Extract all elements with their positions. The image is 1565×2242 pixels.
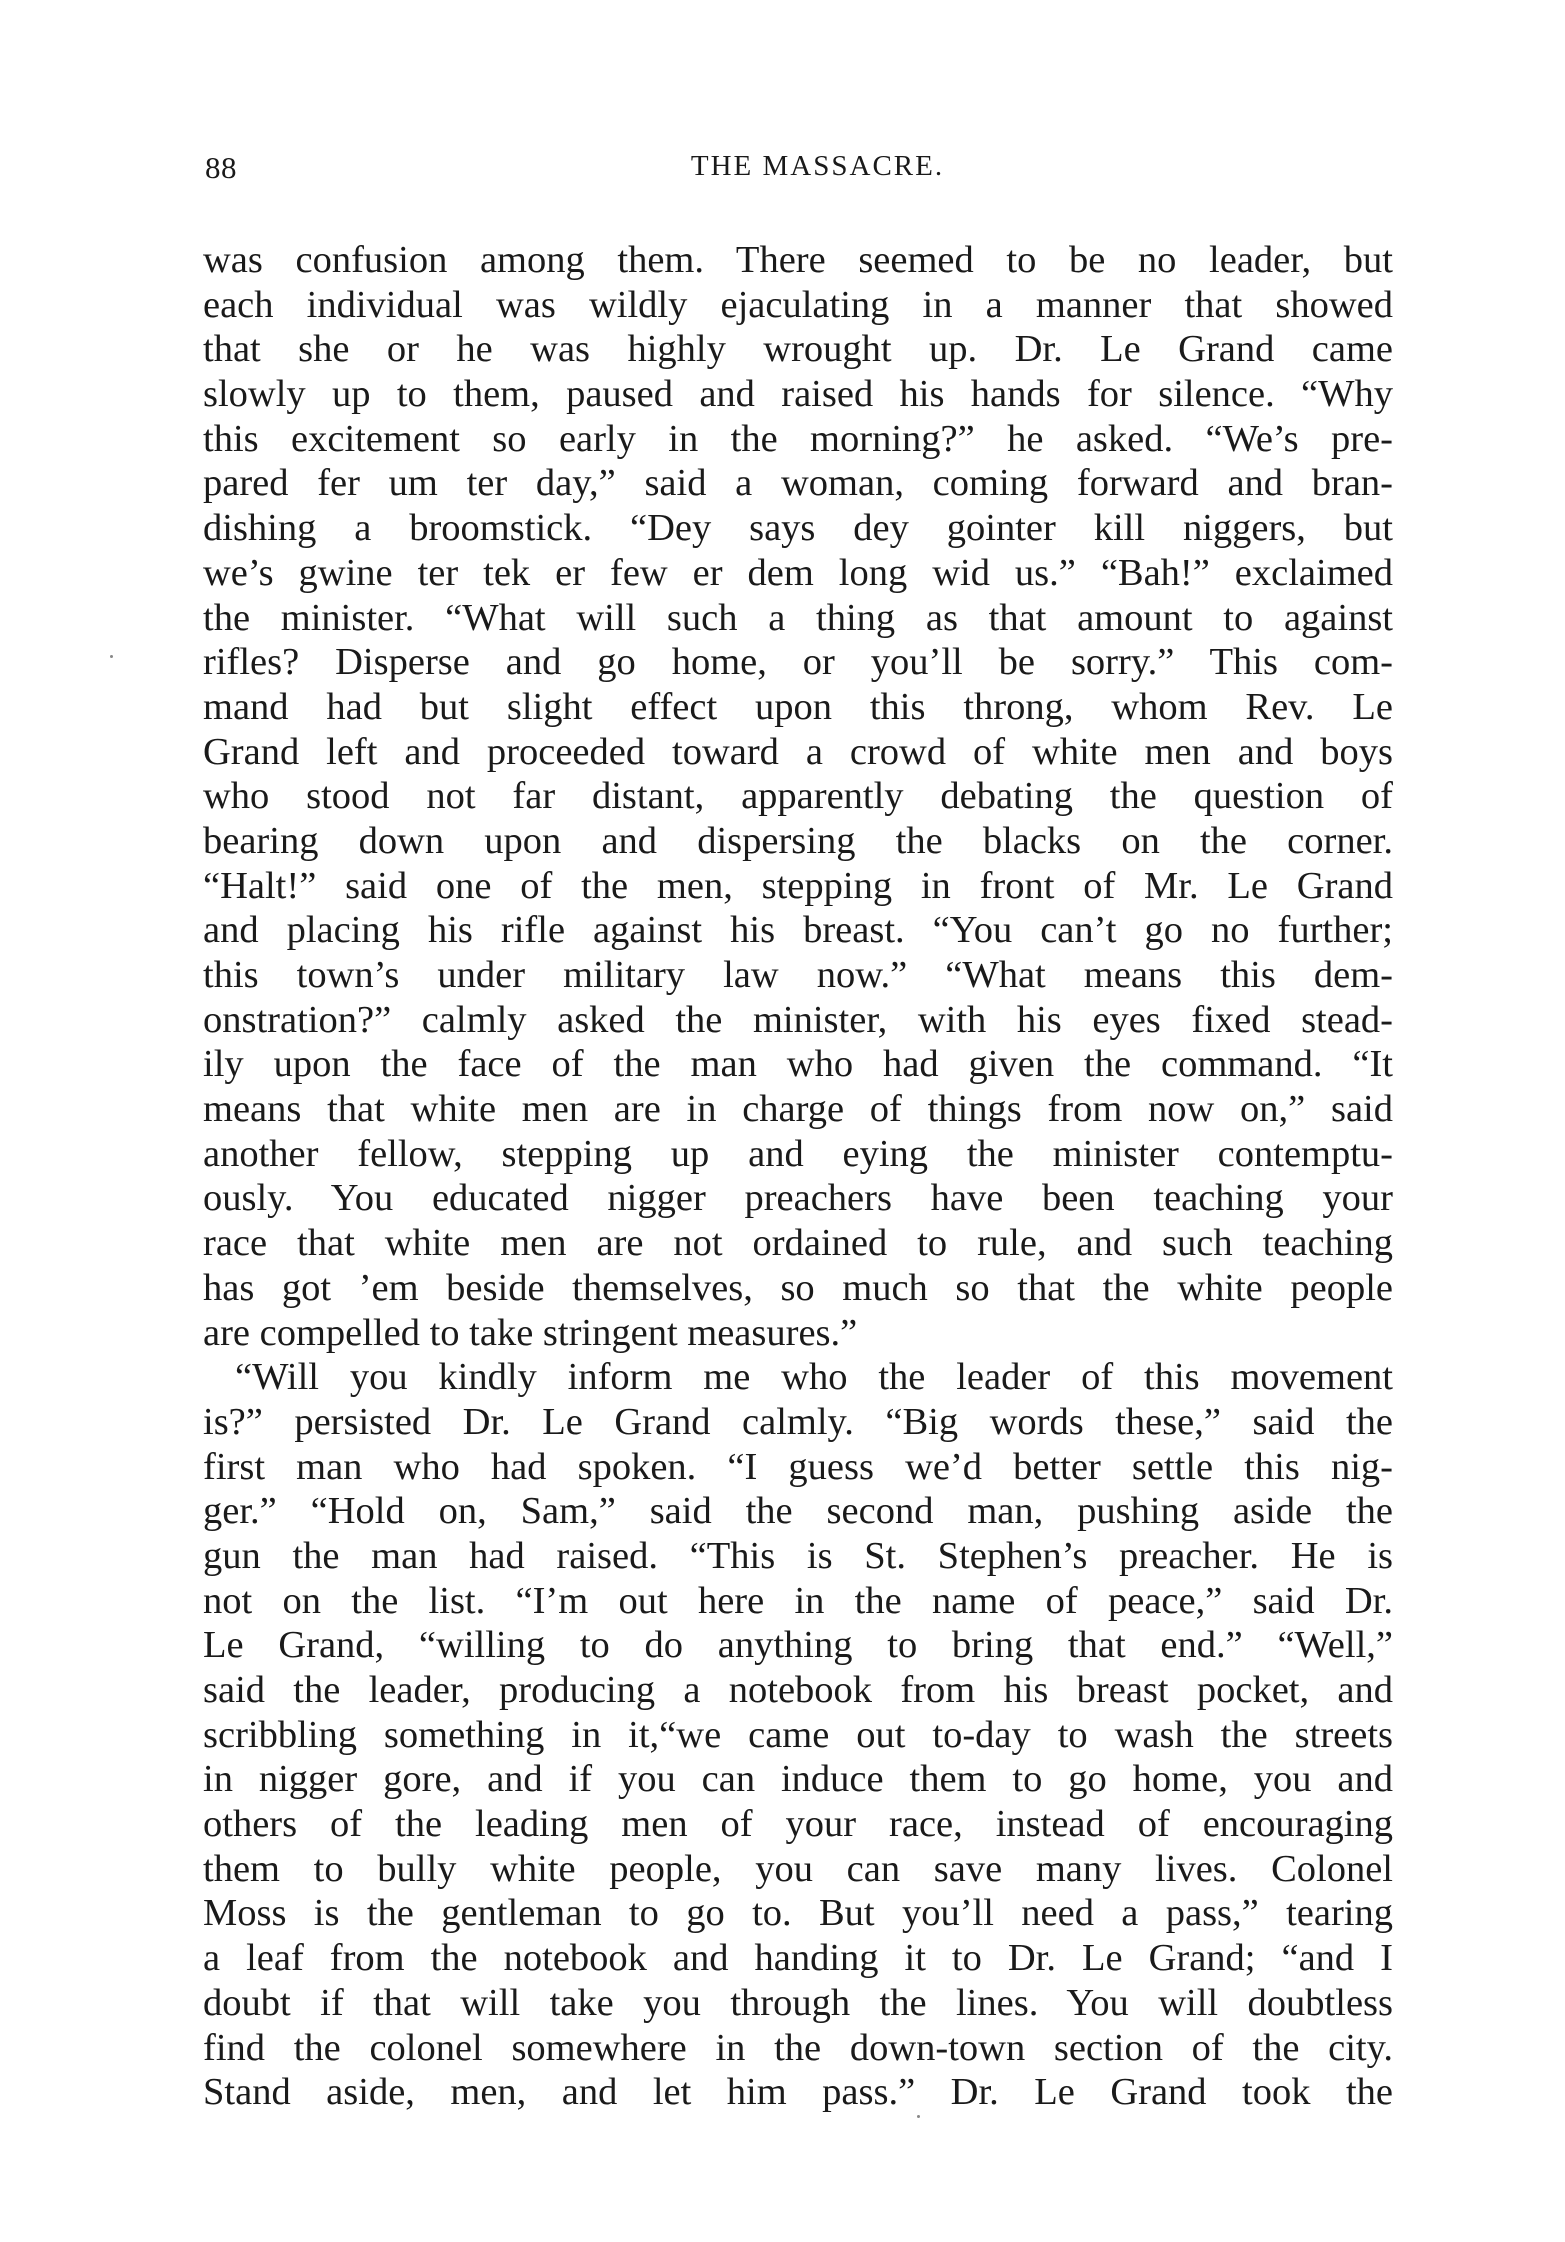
text-line: is?” persisted Dr. Le Grand calmly. “Big words these,” said the (203, 1400, 1393, 1443)
text-line: gun the man had raised. “This is St. Stephen’s preacher. He is (203, 1534, 1393, 1577)
text-line: onstration?” calmly asked the minister, with his eyes fixed stead- (203, 998, 1393, 1041)
text-line: pared fer um ter day,” said a woman, coming forward and bran- (203, 462, 1393, 505)
text-line: scribbling something in it,“we came out to-day to wash the streets (203, 1713, 1393, 1756)
text-line: Le Grand, “willing to do anything to bring that end.” “Well,” (203, 1624, 1393, 1667)
text-line: them to bully white people, you can save many lives. Colonel (203, 1847, 1393, 1890)
text-line: rifles? Disperse and go home, or you’ll be sorry.” This com- (203, 641, 1393, 684)
text-line: and placing his rifle against his breast. “You can’t go no further; (203, 909, 1393, 952)
running-title: THE MASSACRE. (690, 150, 945, 182)
text-line: ously. You educated nigger preachers have been teaching your (203, 1177, 1393, 1220)
text-line: first man who had spoken. “I guess we’d better settle this nig- (203, 1445, 1393, 1488)
body-text (203, 238, 1393, 2115)
text-line: mand had but slight effect upon this throng, whom Rev. Le (203, 685, 1393, 728)
text-line: that she or he was highly wrought up. Dr. Le Grand came (203, 328, 1393, 371)
text-line: who stood not far distant, apparently debating the question of (203, 775, 1393, 818)
paragraph-start-line: “Will you kindly inform me who the leader of this movement (235, 1356, 1393, 1399)
text-line: each individual was wildly ejaculating in a manner that showed (203, 283, 1393, 326)
text-line: race that white men are not ordained to rule, and such teaching (203, 1222, 1393, 1265)
text-line: has got ’em beside themselves, so much so that the white people (203, 1266, 1393, 1309)
text-line: another fellow, stepping up and eying the minister contemptu- (203, 1132, 1393, 1175)
text-line: means that white men are in charge of things from now on,” said (203, 1088, 1393, 1131)
paper-speck (917, 2115, 920, 2118)
text-line: said the leader, producing a notebook from his breast pocket, and (203, 1669, 1393, 1711)
text-line: was confusion among them. There seemed to be no leader, but (203, 239, 1393, 281)
text-line: this town’s under military law now.” “What means this dem- (203, 954, 1393, 996)
text-line: bearing down upon and dispersing the blacks on the corner. (203, 819, 1393, 862)
text-line: others of the leading men of your race, instead of encouraging (203, 1803, 1393, 1846)
text-line: Moss is the gentleman to go to. But you’ll need a pass,” tearing (203, 1892, 1393, 1935)
text-line: the minister. “What will such a thing as that amount to against (203, 596, 1393, 639)
text-line: we’s gwine ter tek er few er dem long wid us.” “Bah!” exclaimed (203, 551, 1393, 594)
text-line: a leaf from the notebook and handing it to Dr. Le Grand; “and I (203, 1937, 1393, 1980)
text-line: slowly up to them, paused and raised his hands for silence. “Why (203, 373, 1393, 416)
text-line: find the colonel somewhere in the down-town section of the city. (203, 2026, 1393, 2069)
text-line: Stand aside, men, and let him pass.” Dr. Le Grand took the (203, 2071, 1393, 2114)
text-line: doubt if that will take you through the lines. You will doubtless (203, 1981, 1393, 2024)
paper-speck (110, 655, 113, 658)
page-number: 88 (205, 150, 237, 185)
text-line: Grand left and proceeded toward a crowd of white men and boys (203, 730, 1393, 773)
text-line: dishing a broomstick. “Dey says dey gointer kill niggers, but (203, 507, 1393, 550)
text-line: in nigger gore, and if you can induce them to go home, you and (203, 1758, 1393, 1801)
text-line: ily upon the face of the man who had given the command. “It (203, 1043, 1393, 1086)
text-line: not on the list. “I’m out here in the name of peace,” said Dr. (203, 1579, 1393, 1622)
text-line: “Halt!” said one of the men, stepping in front of Mr. Le Grand (203, 864, 1393, 907)
text-line: this excitement so early in the morning?” he asked. “We’s pre- (203, 417, 1393, 460)
running-head (205, 150, 1390, 200)
text-line: ger.” “Hold on, Sam,” said the second man, pushing aside the (203, 1490, 1393, 1533)
paragraph-end-line: are compelled to take stringent measures.” (203, 1311, 858, 1354)
